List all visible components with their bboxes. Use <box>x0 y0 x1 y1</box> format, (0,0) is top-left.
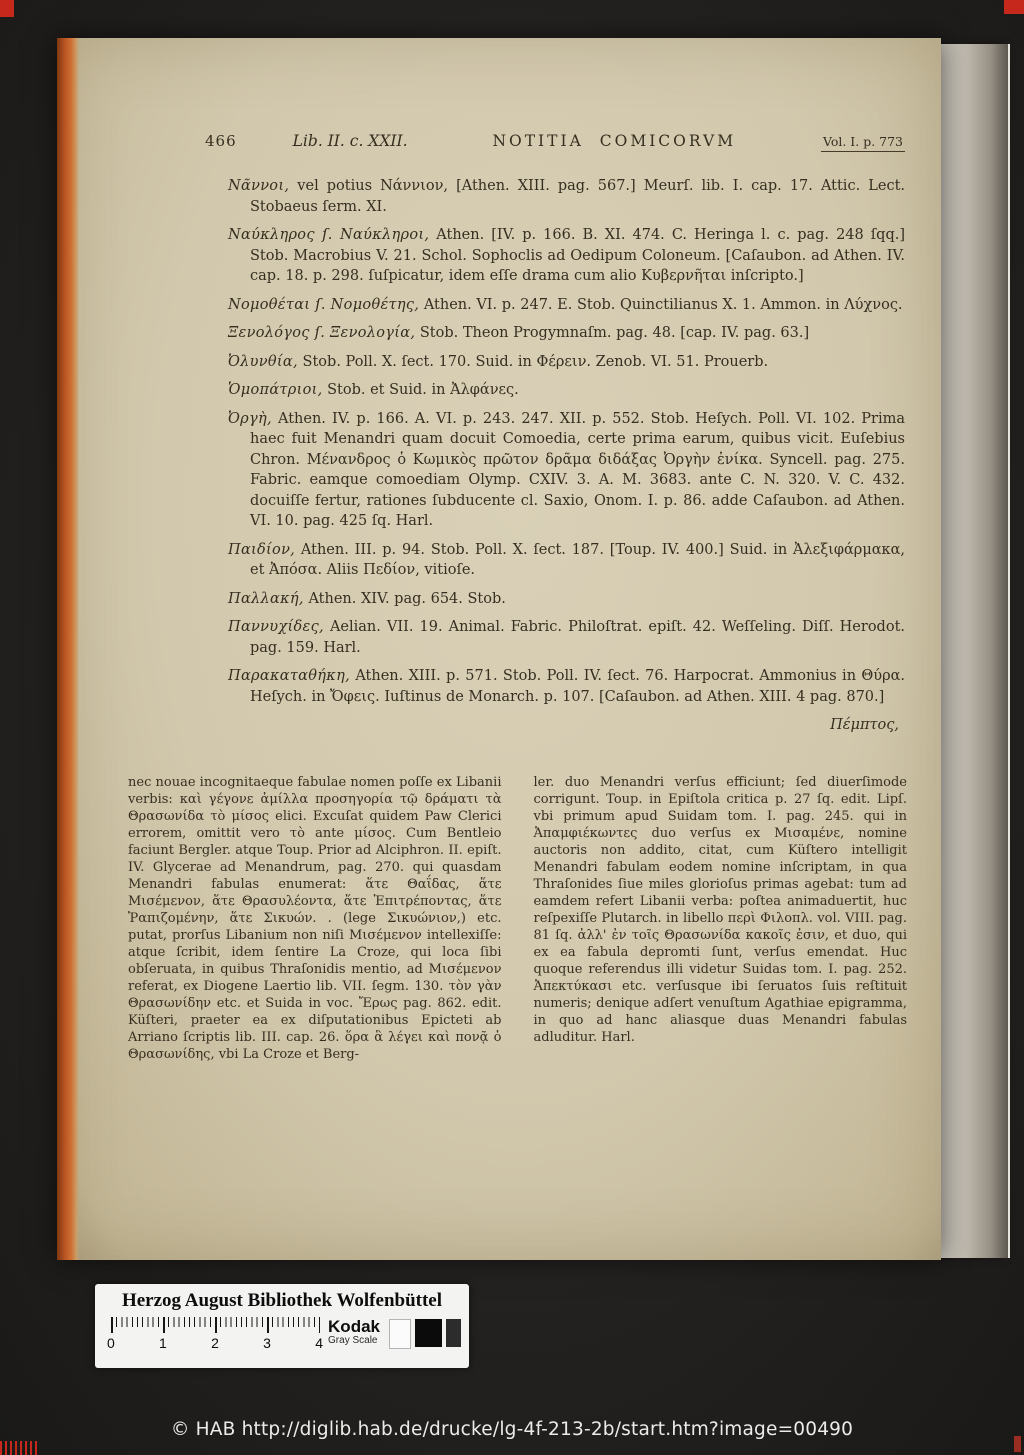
running-head <box>205 132 905 152</box>
lexicon-entry <box>228 380 905 401</box>
copyright-line: © HAB http://diglib.hab.de/drucke/lg-4f-213-2b/start.htm?image=00490 <box>170 1419 854 1440</box>
entry-text: vel potius Νάννιον, [Athen. XIII. pag. 567.] Meurſ. lib. I. cap. 17. Attic. Lect. Stobaeus ſerm. XI. <box>250 178 906 215</box>
grayscale-patches <box>389 1319 461 1349</box>
grayscale-label: Gray Scale <box>328 1334 378 1346</box>
entry-text: Athen. [IV. p. 166. B. XI. 474. C. Heringa l. c. pag. 248 ſqq.] Stob. Macrobius V. 21. Schol. Sophoclis ad Oedipum Coloneum. [Caſaubon. ad Athen. IV. cap. 18. p. 298. ſuſpicatur, idem eſſe drama cum alio Κυβερνῆται inſcripto.] <box>250 227 905 284</box>
adjacent-page-edge <box>941 44 1010 1258</box>
ruler-number: 3 <box>263 1335 271 1351</box>
lexicon-entry <box>228 225 905 287</box>
lexicon-entry <box>228 352 905 373</box>
entry-list <box>228 176 905 736</box>
book-page <box>57 38 941 1260</box>
entry-text: Athen. IV. p. 166. A. VI. p. 243. 247. XII. p. 552. Stob. Heſych. Poll. VI. 102. Prima haec fuit Menandri quam docuit Comoedia, certe prima earum, quibus vicit. Euſebius Chron. Μένανδρος ὁ Κωμικὸς πρῶτον δρᾶμα διδάξας Ὀργὴν ἐνίκα. Syncell. pag. 275. Fabric. eamque comoediam Olymp. CXIV. 3. A. M. 3683. ante C. N. 320. V. C. 432. docuiſſe fertur, rationes ſubducente cl. Saxio, Onom. I. p. 86. adde Caſaubon. ad Athen. VI. 10. pag. 425 ſq. Harl. <box>250 410 906 529</box>
registration-mark-bottom-left-icon <box>0 1441 38 1455</box>
entry-text: Athen. VI. p. 247. E. Stob. Quinctilianus X. 1. Ammon. in Λύχνος. <box>423 296 903 313</box>
chapter-reference: Lib. II. c. XXII. <box>292 132 408 150</box>
footnote-section <box>128 774 907 1063</box>
volume-reference: Vol. I. p. 773 <box>821 134 905 152</box>
entry-text: Stob. et Suid. in Ἀλφάνες. <box>327 382 519 398</box>
page-number: 466 <box>205 132 237 150</box>
entry-headword: Ναύκληρος ſ. Ναύκληροι, <box>228 227 430 243</box>
kodak-block <box>328 1318 380 1346</box>
ruler-number: 1 <box>159 1335 167 1351</box>
library-name: Herzog August Bibliothek Wolfenbüttel <box>121 1290 443 1311</box>
entry-headword: Παλλακή, <box>228 590 304 607</box>
lexicon-entry <box>228 617 905 658</box>
lexicon-entry <box>228 540 905 581</box>
entry-text: Stob. Poll. X. ſect. 170. Suid. in Φέρειν. Zenob. VI. 51. Prouerb. <box>302 353 769 370</box>
lexicon-entry <box>228 666 905 707</box>
ruler-ticks-small <box>111 1317 319 1327</box>
entry-text: Athen. III. p. 94. Stob. Poll. X. ſect. 187. [Toup. IV. 400.] Suid. in Ἀλεξιφάρμακα, et Ἀπόσα. Aliis Πεδίον, vitioſe. <box>250 541 906 578</box>
entry-headword: Ξενολόγος ſ. Ξενολογία, <box>228 325 416 341</box>
entry-headword: Ὁμοπάτριοι, <box>228 382 323 398</box>
ruler-numbers <box>107 1335 323 1351</box>
kodak-label: Kodak <box>328 1317 380 1336</box>
gray-patch-dark <box>446 1319 461 1347</box>
ruler-number: 4 <box>315 1335 323 1351</box>
footnote-column-left: nec nouae incognitaeque fabulae nomen poſſe ex Libanii verbis: καὶ γέγονε ἀμίλλα προσηγορία τῷ δράματι τὰ Θρασωνίδα τὸ μίσος elici. Excuſat quidem Paw Clerici errorem, omittit vero τὸ ante μίσος. Cum Bentleio faciunt Bergler. atque Toup. Prior ad Alciphron. II. epiſt. IV. Glycerae ad Menandrum, pag. 270. qui quasdam Menandri fabulas enumerat: ἅτε Θαΐδας, ἅτε Μισέμενον, ἅτε Θρασυλέοντα, ἅτε Ἐπιτρέποντας, ἅτε Ῥαπιζομένην, ἅτε Σικυών. . (lege Σικυώνιον,) etc. putat, prorſus Libanium non niſi Μισέμενον intellexiſſe: atque ſcribit, idem ſentire La Croze, qui loca ſibi obſeruata, in quibus Thraſonidis mentio, ad Μισέμενον referat, ex Diogene Laertio lib. VII. ſegm. 130. τὸν γὰν Θρασωνίδην etc. et Suida in voc. Ἔρως pag. 862. edit. Küſteri, praeter ea ex diſputationibus Epicteti ab Arriano ſcriptis lib. III. cap. 26. ὅρα ἃ λέγει καὶ πονᾷ ὁ Θρασωνίδης, vbi La Croze et Berg- <box>128 775 502 1062</box>
page-title: NOTITIA COMICORVM <box>492 132 737 150</box>
entry-headword: Παρακαταθήκη, <box>228 668 350 684</box>
registration-mark-top-left-icon <box>0 0 14 17</box>
entry-headword: Ὀργὴ, <box>228 410 272 427</box>
registration-mark-bottom-right-icon <box>1014 1436 1021 1452</box>
entry-text: Athen. XIV. pag. 654. Stob. <box>308 590 506 607</box>
book-fore-edge <box>57 38 79 1260</box>
gray-patch-black <box>415 1319 442 1347</box>
lexicon-entry <box>228 589 905 610</box>
lexicon-entry <box>228 176 905 217</box>
entry-text: Athen. XIII. p. 571. Stob. Poll. IV. ſect. 76. Harpocrat. Ammonius in Θύρα. Heſych. in Ὄφεις. Iuſtinus de Monarch. p. 107. [Caſaubon. ad Athen. XIII. 4 pag. 870.] <box>250 668 905 705</box>
lexicon-entry <box>228 409 905 532</box>
entry-headword: Παιδίον, <box>228 541 296 558</box>
gray-patch-light <box>389 1319 411 1349</box>
ruler <box>107 1317 323 1355</box>
lexicon-entry <box>228 323 905 344</box>
entry-text: Stob. Theon Progymnaſm. pag. 48. [cap. IV. pag. 63.] <box>419 325 810 341</box>
entry-text: Aelian. VII. 19. Animal. Fabric. Philoſtrat. epiſt. 42. Weſſeling. Diſſ. Herodot. pag. 159. Harl. <box>250 619 905 656</box>
lexicon-entry <box>228 295 905 316</box>
catchword: Πέμπτος, <box>830 717 899 733</box>
footnote-column-right: ler. duo Menandri verſus efficiunt; ſed diuerſimode corrigunt. Toup. in Epiſtola critica p. 27 ſq. edit. Lipſ. vbi primum apud Suidam tom. I. pag. 245. qui in Ἀπαμφιέκωντες duo verſus ex Μισαμένε, nomine auctoris non addito, citat, cum Küſtero intelligit Menandri fabulam eodem nomine inſcriptam, in qua Thraſonides ſiue miles glorioſus primas agebat: tum ad eamdem refert Libanii verba: poſtea animaduertit, huc reſpexiſſe Plutarch. in libello περὶ Φιλοπλ. vol. VIII. pag. 81 ſq. ἀλλ' ἐν τοῖς Θρασωνίδα κακοῖς ἐσιν, et duo, qui ex ea fabula depromti ſunt, verſus emendat. Huc quoque referendus illi videtur Suidas tom. I. pag. 252. Ἀπεκτύκασι etc. verſusque ibi ſeruatos ſuis reſtituit numeris; denique adſert venuſtum Agathiae epigramma, in quo ad hanc aliasque duas Menandri fabulas adluditur. Harl. <box>533 775 907 1045</box>
card-row <box>95 1312 469 1355</box>
entry-headword: Παννυχίδες, <box>228 619 324 635</box>
entry-headword: Νομοθέται ſ. Νομοθέτης, <box>228 296 420 313</box>
calibration-card <box>95 1284 469 1368</box>
registration-mark-top-right-icon <box>1004 0 1024 14</box>
entry-headword: Ὀλυνθία, <box>228 353 298 370</box>
ruler-number: 2 <box>211 1335 219 1351</box>
ruler-number: 0 <box>107 1335 115 1351</box>
entry-headword: Νᾶννοι, <box>228 178 290 194</box>
